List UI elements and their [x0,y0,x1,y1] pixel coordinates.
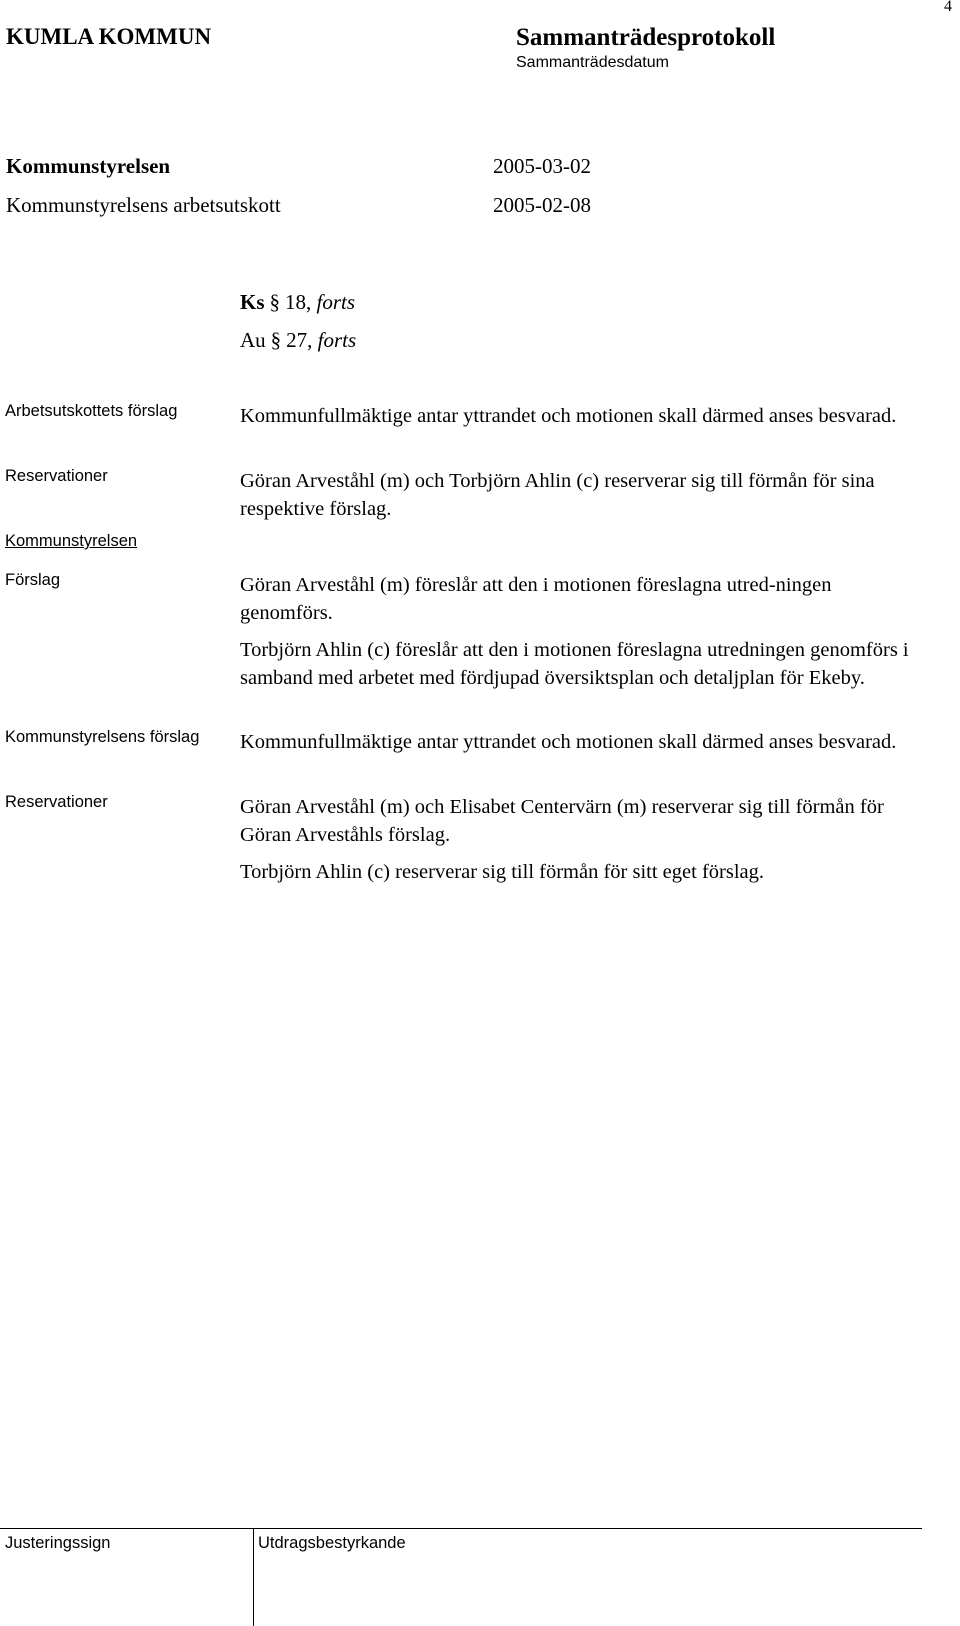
side-label-forslag: Förslag [5,571,61,589]
section-sign: § [269,290,281,314]
side-label-reservationer-2: Reservationer [5,793,108,811]
au-proposal-text: Kommunfullmäktige antar yttrandet och motionen skall därmed anses besvarad. [240,405,897,427]
paragraph-suffix: forts [317,328,357,352]
paragraph-prefix: Au [240,328,266,352]
footer-justeringssign: Justeringssign [5,1534,111,1552]
paragraph-ref-au [240,328,356,353]
ks-proposal-1-text: Göran Arveståhl (m) föreslår att den i motionen föreslagna utred-ningen genomförs. [240,574,832,624]
meeting-date-au: 2005-02-08 [493,193,591,217]
section-sign: § [270,328,282,352]
ks-reservation-2-text: Torbjörn Ahlin (c) reserverar sig till förmån för sitt eget förslag. [240,861,765,883]
paragraph-suffix: forts [316,290,356,314]
side-label-kommunstyrelsens-forslag: Kommunstyrelsens förslag [5,728,200,746]
footer-column-divider [253,1529,254,1626]
paragraph-prefix: Ks [240,290,265,314]
footer-divider [0,1528,922,1529]
paragraph-number: 18, [285,290,312,314]
meeting-body-ks: Kommunstyrelsen [6,154,171,178]
footer-utdragsbestyrkande: Utdragsbestyrkande [258,1534,406,1552]
protocol-title: Sammanträdesprotokoll [516,24,776,51]
meeting-date-ks: 2005-03-02 [493,154,591,178]
meeting-body-au: Kommunstyrelsens arbetsutskott [6,193,281,217]
side-label-reservationer: Reservationer [5,467,108,485]
ks-proposal-2-text: Torbjörn Ahlin (c) föreslår att den i motionen föreslagna utredningen genomförs i samband med arbetet med fördjupad översiktsplan och detaljplan för Ekeby. [240,639,909,689]
paragraph-ref-ks [240,290,355,315]
au-reservation-text: Göran Arveståhl (m) och Torbjörn Ahlin (c) reserverar sig till förmån för sina respektive förslag. [240,470,875,520]
ks-decision-text: Kommunfullmäktige antar yttrandet och motionen skall därmed anses besvarad. [240,731,897,753]
protocol-subtitle: Sammanträdesdatum [516,54,669,71]
municipality-name: KUMLA KOMMUN [6,24,212,49]
side-label-kommunstyrelsen: Kommunstyrelsen [5,532,138,550]
paragraph-number: 27, [286,328,313,352]
ks-reservation-1-text: Göran Arveståhl (m) och Elisabet Centervärn (m) reserverar sig till förmån för Göran Arveståhls förslag. [240,796,884,846]
side-label-arbetsutskottets-forslag: Arbetsutskottets förslag [5,402,178,420]
page-number: 4 [944,0,952,15]
